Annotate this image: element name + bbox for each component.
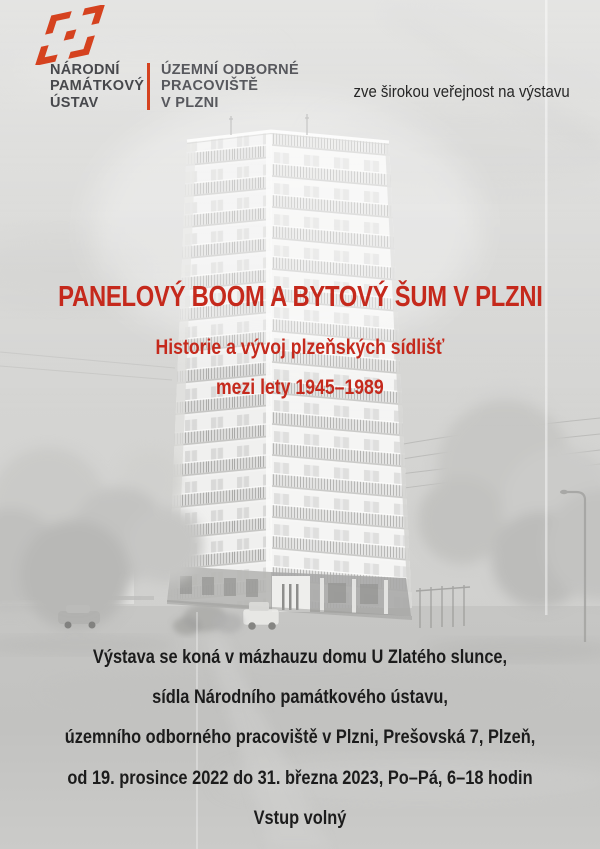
branch-name-line: PRACOVIŠTĚ <box>161 78 259 95</box>
details-dates-hours-line: od 19. prosince 2022 do 31. března 2023, Po–Pá, 6–18 hodin <box>67 766 533 789</box>
exhibition-title: PANELOVÝ BOOM A BYTOVÝ ŠUM V PLZNI <box>57 281 543 313</box>
org-name <box>50 62 144 111</box>
details-admission-line: Vstup volný <box>253 806 347 829</box>
npu-logo-icon <box>28 5 112 65</box>
branch-name-line: V PLZNI <box>161 94 219 111</box>
branch-name-line: ÚZEMNÍ ODBORNÉ <box>161 62 299 78</box>
details-address-line: územního odborného pracoviště v Plzni, Prešovská 7, Plzeň, <box>64 726 536 749</box>
details-venue-line: Výstava se koná v mázhauzu domu U Zlatého slunce, <box>92 646 508 668</box>
entrance-doors <box>282 584 299 610</box>
exhibition-subtitle: Historie a vývoj plzeňských sídlišť <box>155 336 445 359</box>
exhibition-details <box>0 637 600 838</box>
org-name-line: NÁRODNÍ <box>50 62 120 78</box>
invitation-text: zve širokou veřejnost na výstavu <box>353 82 570 101</box>
brand-divider <box>147 63 150 110</box>
org-name-line: PAMÁTKOVÝ <box>50 78 145 95</box>
branch-name <box>161 62 299 111</box>
exhibition-dates-range: mezi lety 1945–1989 <box>216 376 384 399</box>
details-institution-line: sídla Národního památkového ústavu, <box>152 686 448 709</box>
org-name-line: ÚSTAV <box>50 94 99 111</box>
